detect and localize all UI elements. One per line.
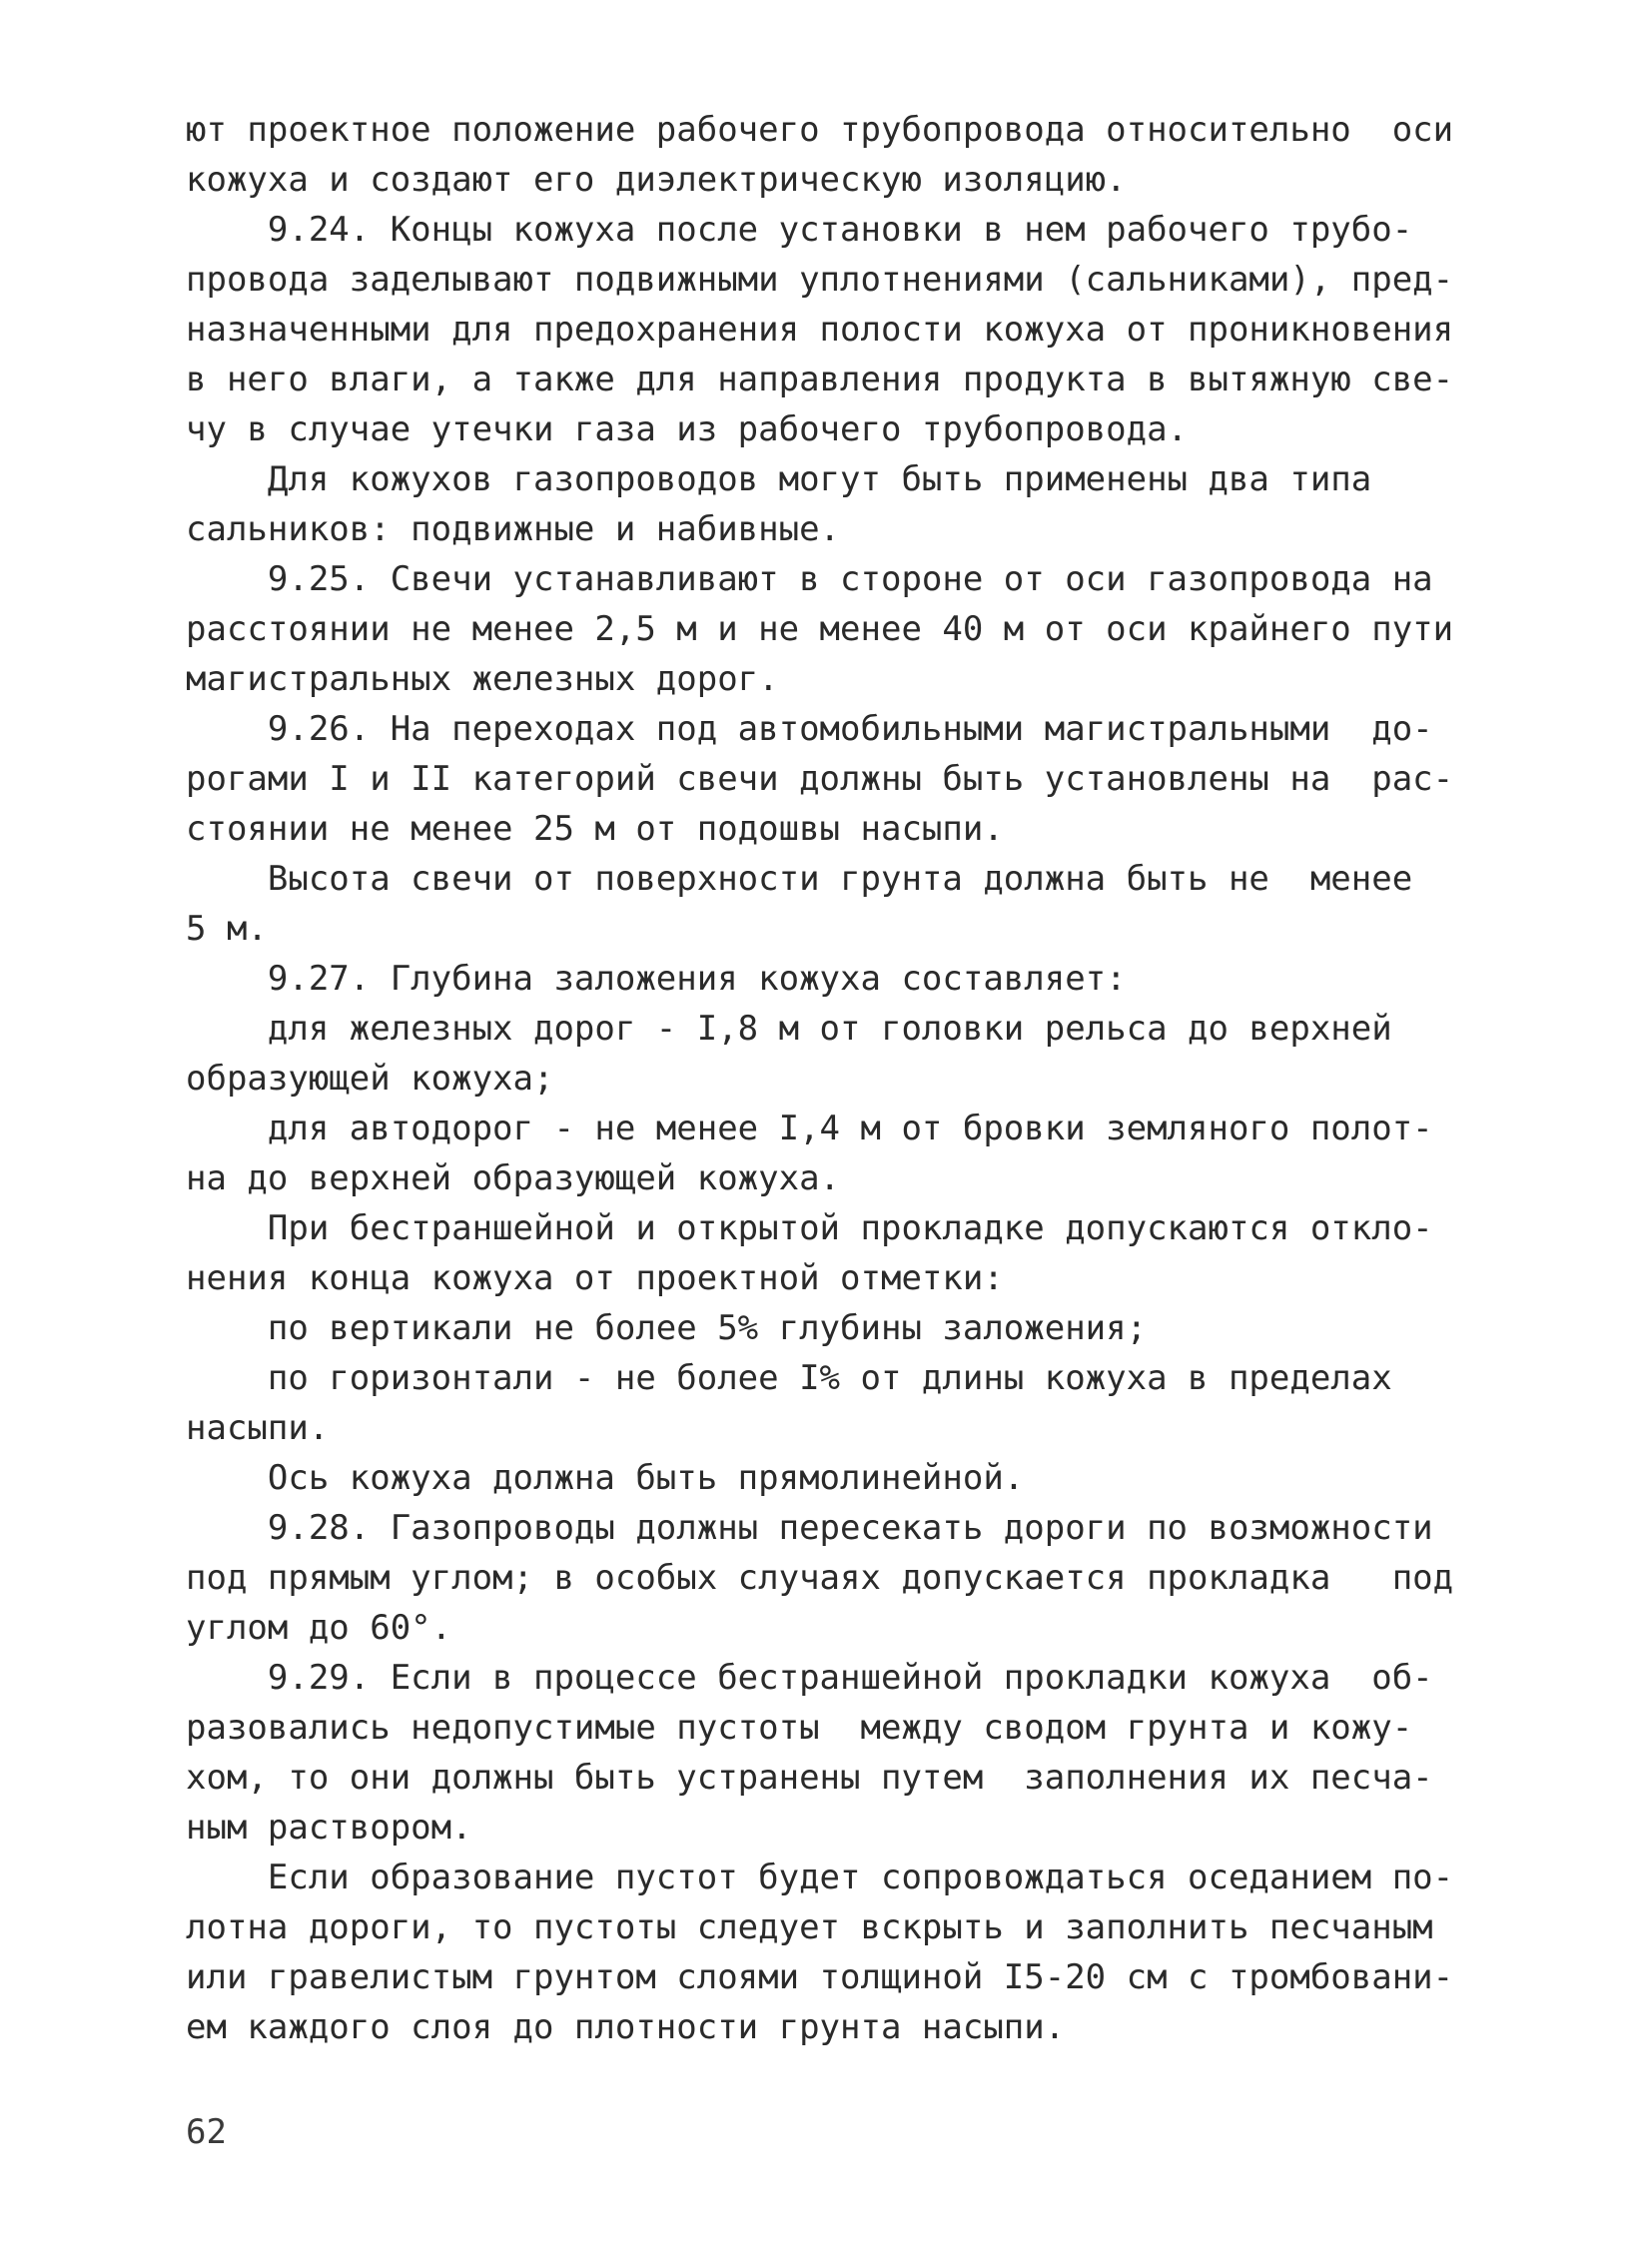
text-line: хом, то они должны быть устранены путем заполнения их песча- (186, 1758, 1433, 1798)
text-line: стоянии не менее 25 м от подошвы насыпи. (186, 809, 1004, 849)
text-line: рогами I и II категорий свечи должны быть установлены на рас- (186, 759, 1454, 799)
text-line: для железных дорог - I,8 м от головки рельса до верхней (186, 1009, 1392, 1049)
text-line: Ось кожуха должна быть прямолинейной. (186, 1458, 1025, 1498)
text-line: по горизонтали - не более I% от длины кожуха в пределах (186, 1358, 1392, 1398)
text-line: 9.25. Свечи устанавливают в стороне от оси газопровода на (186, 559, 1433, 599)
text-line: кожуха и создают его диэлектрическую изоляцию. (186, 160, 1127, 200)
text-line: Высота свечи от поверхности грунта должна быть не менее (186, 859, 1413, 899)
text-line: образующей кожуха; (186, 1059, 554, 1099)
text-line: углом до 60°. (186, 1608, 452, 1648)
text-line: для автодорог - не менее I,4 м от бровки земляного полот- (186, 1109, 1433, 1148)
text-line: 9.24. Концы кожуха после установки в нем рабочего трубо- (186, 210, 1413, 250)
text-line: При бестраншейной и открытой прокладке допускаются откло- (186, 1208, 1433, 1248)
text-line: ют проектное положение рабочего трубопровода относительно оси (186, 110, 1454, 150)
text-line: 5 м. (186, 909, 268, 949)
text-line: ным раствором. (186, 1808, 472, 1848)
text-line: по вертикали не более 5% глубины заложения; (186, 1308, 1148, 1348)
text-line: под прямым углом; в особых случаях допускается прокладка под (186, 1558, 1454, 1598)
text-line: насыпи. (186, 1408, 330, 1448)
text-line: разовались недопустимые пустоты между сводом грунта и кожу- (186, 1708, 1413, 1748)
text-line: расстоянии не менее 2,5 м и не менее 40 м от оси крайнего пути (186, 609, 1454, 649)
text-line: назначенными для предохранения полости кожуха от проникновения (186, 310, 1454, 350)
page-number: 62 (186, 2112, 227, 2152)
text-line: сальников: подвижные и набивные. (186, 509, 841, 549)
text-line: Если образование пустот будет сопровождаться оседанием по- (186, 1858, 1454, 1897)
text-line: чу в случае утечки газа из рабочего трубопровода. (186, 409, 1189, 449)
text-line: Для кожухов газопроводов могут быть применены два типа (186, 459, 1372, 499)
text-line: на до верхней образующей кожуха. (186, 1158, 841, 1198)
text-line: 9.26. На переходах под автомобильными магистральными до- (186, 709, 1433, 749)
text-line: провода заделывают подвижными уплотнениями (сальниками), пред- (186, 260, 1454, 300)
text-line: нения конца кожуха от проектной отметки: (186, 1258, 1004, 1298)
text-line: в него влаги, а также для направления продукта в вытяжную све- (186, 360, 1454, 399)
text-line: или гравелистым грунтом слоями толщиной I5-20 см с тромбовани- (186, 1957, 1454, 1997)
text-line: 9.27. Глубина заложения кожуха составляет: (186, 959, 1127, 999)
text-line: магистральных железных дорог. (186, 659, 779, 699)
text-line: 9.28. Газопроводы должны пересекать дороги по возможности (186, 1508, 1433, 1548)
text-line: лотна дороги, то пустоты следует вскрыть и заполнить песчаным (186, 1907, 1433, 1947)
text-line: 9.29. Если в процессе бестраншейной прокладки кожуха об- (186, 1658, 1433, 1698)
text-line: ем каждого слоя до плотности грунта насыпи. (186, 2007, 1066, 2047)
body-text (186, 105, 1458, 2052)
